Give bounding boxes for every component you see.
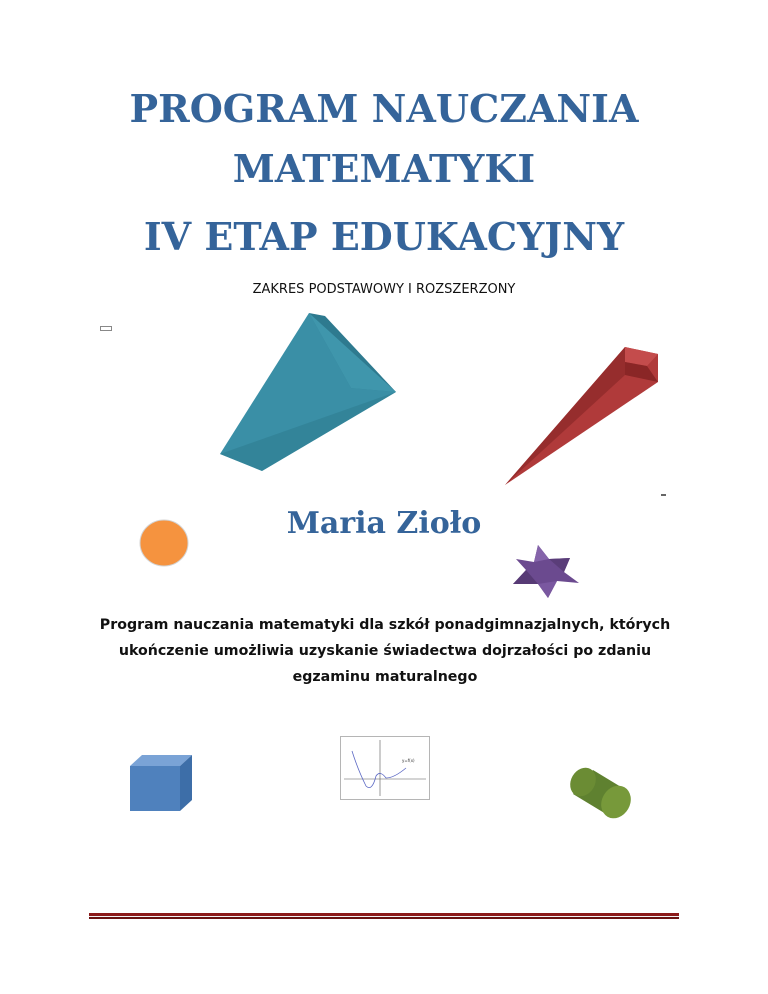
title-line-3: IV ETAP EDUKACYJNY xyxy=(143,214,625,259)
description-text: Program nauczania matematyki dla szkół ponadgimnazjalnych, których ukończenie umożliwia uzyskanie świadectwa dojrzałości po zdaniu egzaminu maturalnego xyxy=(99,617,671,685)
pyramid-shape xyxy=(215,308,400,478)
cube-shape xyxy=(126,752,194,814)
title-line-2: MATEMATYKI xyxy=(232,146,536,191)
title-line-1: PROGRAM NAUCZANIA xyxy=(129,86,639,131)
star-shape xyxy=(508,542,583,600)
prism-shape xyxy=(500,342,665,488)
graph-thumbnail xyxy=(340,736,430,800)
subtitle: ZAKRES PODSTAWOWY I ROZSZERZONY xyxy=(252,282,516,297)
horizontal-rule xyxy=(89,913,679,919)
small-mark xyxy=(100,326,112,331)
cylinder-shape xyxy=(566,764,634,822)
graph-label: y=f(x) xyxy=(402,758,415,763)
author-name: Maria Zioło xyxy=(286,506,482,541)
small-mark xyxy=(661,494,666,496)
